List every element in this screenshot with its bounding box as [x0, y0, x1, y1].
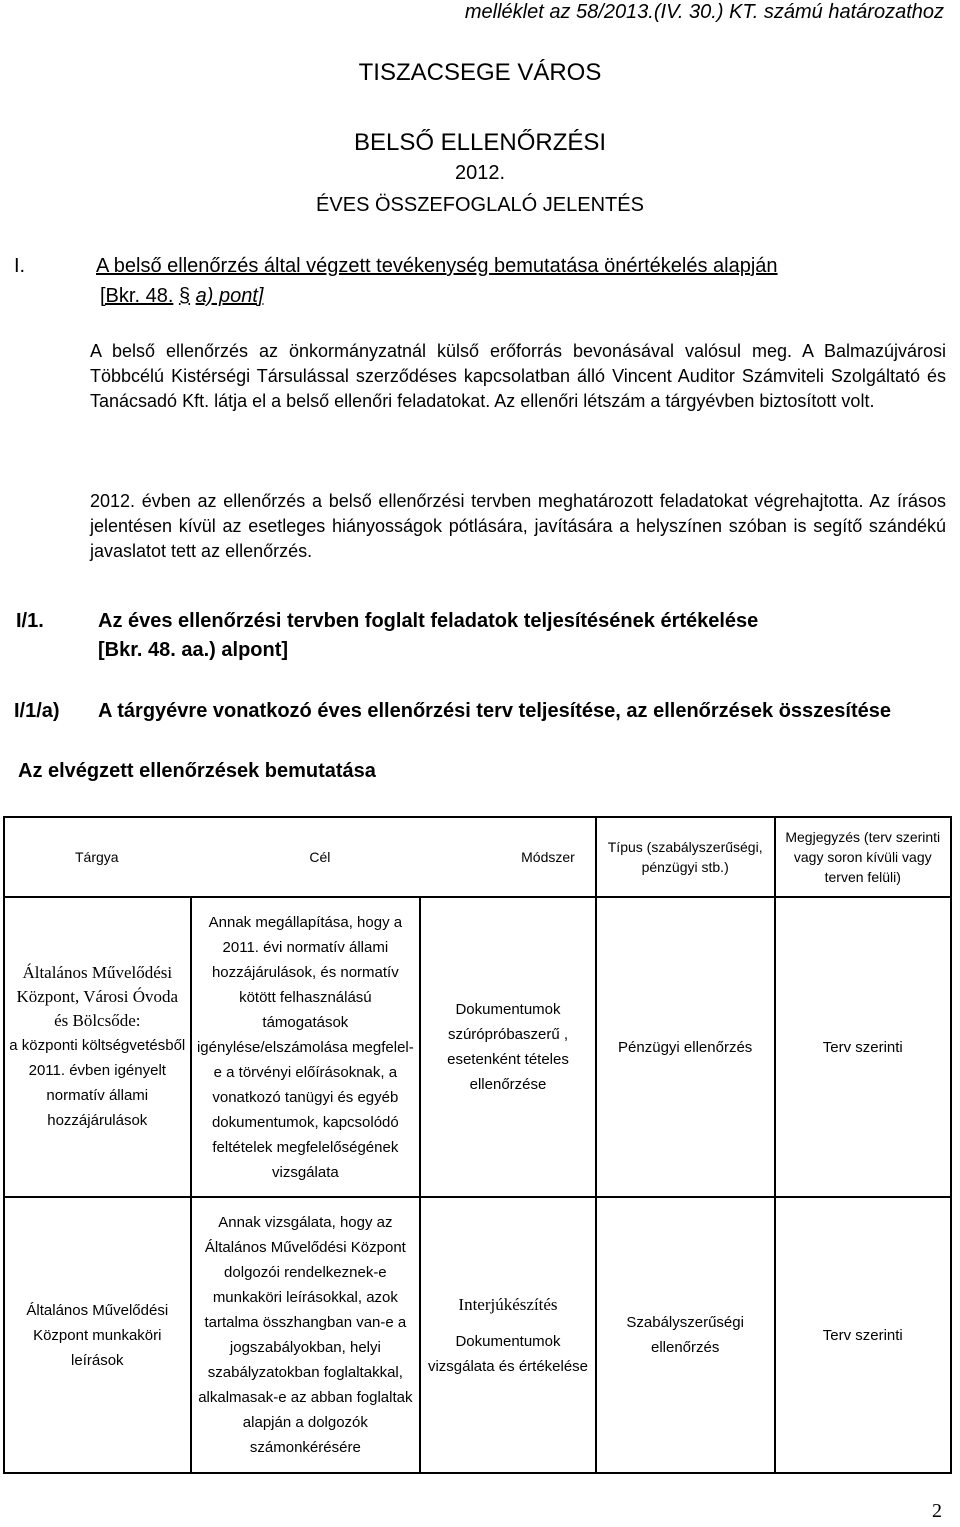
- section-reference-I: [100, 282, 263, 311]
- table-row: [4, 1197, 951, 1473]
- subject-text: a központi költségvetésből 2011. évben igényelt normatív állami hozzájárulások: [9, 1037, 186, 1129]
- header-note: Megjegyzés (terv szerinti vagy soron kívüli vagy terven felüli): [775, 817, 951, 897]
- cell-note: Terv szerinti: [775, 1197, 951, 1473]
- header-goal: Cél: [309, 849, 331, 865]
- report-year: 2012.: [454, 162, 506, 184]
- cell-subject: Általános Művelődési Központ munkaköri leírások: [4, 1197, 191, 1473]
- paragraph-2012-audit: 2012. évben az ellenőrzés a belső ellenőrzési tervben meghatározott feladatokat végrehajtotta. Az írásos jelentésen kívül az esetleges hiányosságok pótlására, javítására a helyszínen szóban is segítő szándékú javaslatot tett az ellenőrzés.: [90, 491, 946, 561]
- section-title-I1a: A tárgyévre vonatkozó éves ellenőrzési terv teljesítése, az ellenőrzések összesítése: [98, 700, 891, 722]
- header-subject-goal-method: [4, 817, 596, 897]
- section-number-I: I.: [14, 255, 26, 277]
- method-interview: Interjúkészítés: [458, 1294, 558, 1314]
- cell-note: Terv szerinti: [775, 897, 951, 1197]
- paragraph-sign: §: [178, 285, 191, 307]
- city-title: TISZACSEGE VÁROS: [358, 59, 602, 86]
- cell-goal: Annak vizsgálata, hogy az Általános Művelődési Központ dolgozói rendelkeznek-e munkaköri leírásokkal, azok tartalma összhangban van-e a jogszabályokban, helyi szabályzatokban foglaltakkal, alkalmasak-e az abban foglaltak alapján a dolgozók számonkérésére: [191, 1197, 421, 1473]
- section-number-I1a: I/1/a): [14, 700, 60, 722]
- section-title-I: A belső ellenőrzés által végzett tevékenység bemutatása önértékelés alapján: [96, 255, 778, 277]
- reference-prefix: [Bkr. 48.: [100, 285, 174, 307]
- section-title-I1: Az éves ellenőrzési tervben foglalt feladatok teljesítésének értékelése: [98, 610, 759, 632]
- report-title-line1: BELSŐ ELLENŐRZÉSI: [353, 129, 607, 156]
- cell-method: [420, 1197, 596, 1473]
- reference-suffix: a) pont]: [195, 285, 264, 307]
- cell-method: Dokumentumok szúrópróbaszerű , esetenként tételes ellenőrzése: [420, 897, 596, 1197]
- table-header-row: [4, 817, 951, 897]
- header-type: Típus (szabályszerűségi, pénzügyi stb.): [596, 817, 775, 897]
- report-title-line2: ÉVES ÖSSZEFOGLALÓ JELENTÉS: [316, 194, 644, 216]
- section-reference-I1: [Bkr. 48. aa.) alpont]: [98, 639, 289, 661]
- audits-subheading: Az elvégzett ellenőrzések bemutatása: [18, 760, 376, 782]
- header-method: Módszer: [521, 849, 575, 865]
- cell-subject: [4, 897, 191, 1197]
- method-text: Dokumentumok vizsgálata és értékelése: [427, 1332, 589, 1375]
- annex-reference: melléklet az 58/2013.(IV. 30.) KT. számú határozathoz: [464, 1, 944, 23]
- section-number-I1: I/1.: [16, 610, 44, 632]
- cell-goal: Annak megállapítása, hogy a 2011. évi normatív állami hozzájárulások, és normatív kötött felhasználású támogatások igénylése/elszámolása megfelel-e a törvényi előírásoknak, a vonatkozó tanügyi és egyéb dokumentumok, kapcsolódó feltételek megfelelőségének vizsgálata: [191, 897, 421, 1197]
- cell-type: Szabályszerűségi ellenőrzés: [596, 1197, 775, 1473]
- cell-type: Pénzügyi ellenőrzés: [596, 897, 775, 1197]
- header-subject: Tárgya: [75, 849, 119, 865]
- paragraph-internal-audit: A belső ellenőrzés az önkormányzatnál külső erőforrás bevonásával valósul meg. A Balmazújvárosi Többcélú Kistérségi Társulással szerződéses kapcsolatban álló Vincent Auditor Számviteli Szolgáltató és Tanácsadó Kft. látja el a belső ellenőri feladatokat. Az ellenőri létszám a tárgyévben biztosított volt.: [90, 341, 946, 411]
- table-row: [4, 897, 951, 1197]
- audits-table: [3, 816, 952, 1474]
- subject-institution: Általános Művelődési Központ, Városi Óvoda és Bölcsőde:: [16, 963, 179, 1030]
- page-number: 2: [932, 1500, 942, 1522]
